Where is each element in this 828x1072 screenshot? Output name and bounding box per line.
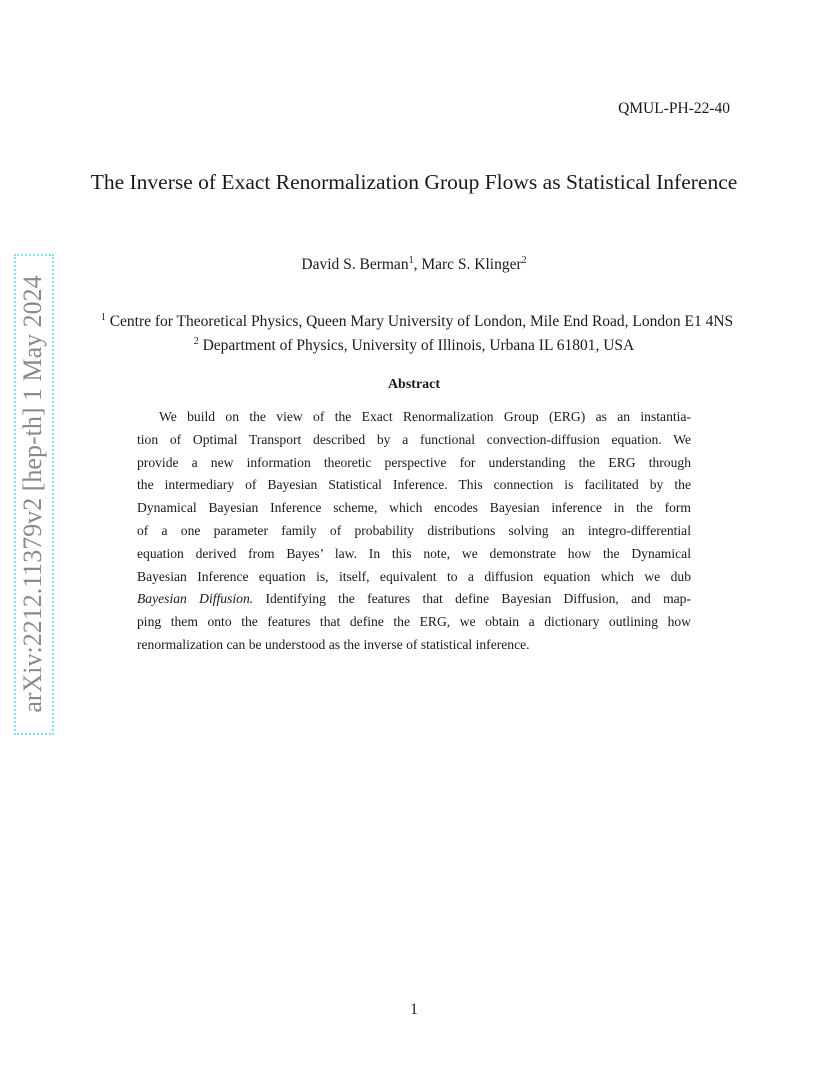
abstract-line: renormalization can be understood as the inverse of statistical inference. [137, 636, 530, 652]
author-name: Marc S. Klinger [421, 256, 522, 273]
abstract-line: of a one parameter family of probability distributions solving an integro-differential [137, 522, 691, 538]
affiliation-mark: 1 [408, 255, 414, 266]
abstract-emphasis: Bayesian Diffusion. [137, 591, 254, 607]
page-number: 1 [410, 1001, 418, 1018]
abstract-line: equation derived from Bayes’ law. In this note, we demonstrate how the Dynamical [137, 545, 691, 561]
author-list [0, 255, 828, 275]
paper-title: The Inverse of Exact Renormalization Group Flows as Statistical Inference [90, 170, 738, 194]
affiliation-text: Centre for Theoretical Physics, Queen Mary University of London, Mile End Road, London E1 4NS [109, 313, 734, 330]
abstract-body [137, 406, 691, 657]
abstract-line: Dynamical Bayesian Inference scheme, which encodes Bayesian inference in the form [137, 500, 691, 516]
author-name: David S. Berman [301, 256, 409, 273]
arxiv-identifier[interactable]: arXiv:2212.11379v2 [hep-th] 1 May 2024 [18, 275, 47, 713]
affiliation-mark: 2 [193, 336, 199, 347]
affiliation-text: Department of Physics, University of Illinois, Urbana IL 61801, USA [202, 337, 635, 354]
abstract-line [137, 588, 691, 611]
abstract-line: ping them onto the features that define the ERG, we obtain a dictionary outlining how [137, 614, 691, 630]
author-separator: , [413, 256, 422, 273]
affiliation-2 [0, 336, 828, 356]
abstract-line-rest: Identifying the features that define Bayesian Diffusion, and map- [253, 591, 692, 607]
abstract-line: Bayesian Inference equation is, itself, equivalent to a diffusion equation which we dub [137, 568, 691, 584]
affiliation-mark: 1 [100, 312, 106, 323]
abstract-heading: Abstract [387, 377, 441, 392]
abstract-line: provide a new information theoretic perspective for understanding the ERG through [137, 454, 691, 470]
affiliation-mark: 2 [521, 255, 527, 266]
abstract-line: tion of Optimal Transport described by a functional convection-diffusion equation. We [137, 431, 691, 447]
affiliation-1 [3, 312, 828, 332]
abstract-line: the intermediary of Bayesian Statistical Inference. This connection is facilitated by the [137, 477, 691, 493]
report-number: QMUL-PH-22-40 [618, 100, 730, 117]
abstract-line: We build on the view of the Exact Renormalization Group (ERG) as an instantia- [159, 409, 691, 424]
